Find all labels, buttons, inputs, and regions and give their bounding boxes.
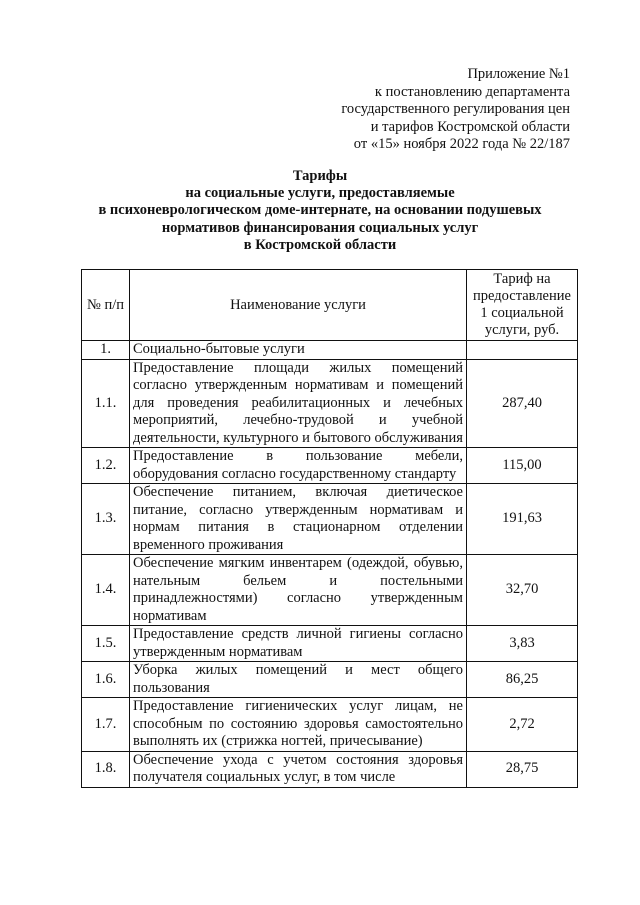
row-price: 2,72	[467, 698, 578, 752]
document-title	[60, 168, 580, 254]
row-price: 28,75	[467, 751, 578, 787]
title-line: в Костромской области	[243, 236, 397, 253]
table-row	[82, 555, 578, 626]
header-tariff: Тариф на предоставление 1 социальной услуги, руб.	[467, 270, 578, 341]
row-num: 1.6.	[82, 662, 130, 698]
row-num: 1.8.	[82, 751, 130, 787]
appendix-line: и тарифов Костромской области	[370, 118, 570, 135]
table-row	[82, 359, 578, 448]
appendix-block	[270, 66, 570, 154]
row-price: 115,00	[467, 448, 578, 484]
appendix-line: от «15» ноября 2022 года № 22/187	[353, 136, 570, 152]
title-line: на социальные услуги, предоставляемые	[185, 185, 455, 202]
table-row	[82, 751, 578, 787]
row-num: 1.3.	[82, 484, 130, 555]
table-header-row	[82, 270, 578, 341]
row-num: 1.1.	[82, 359, 130, 448]
row-name: Предоставление гигиенических услуг лицам, не способным по состоянию здоровья самостоятельно выполнять их (стрижка ногтей, причесывание)	[130, 698, 467, 752]
header-name: Наименование услуги	[130, 270, 467, 341]
row-num: 1.4.	[82, 555, 130, 626]
table-row	[82, 698, 578, 752]
section-name: Социально-бытовые услуги	[130, 341, 467, 360]
section-num: 1.	[82, 341, 130, 360]
row-price: 287,40	[467, 359, 578, 448]
appendix-line: Приложение №1	[467, 66, 570, 82]
row-num: 1.7.	[82, 698, 130, 752]
row-name: Обеспечение мягким инвентарем (одеждой, обувью, нательным бельем и постельными принадлежностями) согласно утвержденным нормативам	[130, 555, 467, 626]
table-row	[82, 448, 578, 484]
table-row	[82, 662, 578, 698]
appendix-line: государственного регулирования цен	[341, 101, 570, 117]
row-name: Обеспечение питанием, включая диетическое питание, согласно утвержденным нормативам и нормам питания в стационарном отделении временного проживания	[130, 484, 467, 555]
appendix-line: к постановлению департамента	[374, 83, 570, 100]
tariff-table	[81, 269, 578, 788]
row-name: Обеспечение ухода с учетом состояния здоровья получателя социальных услуг, в том числе	[130, 751, 467, 787]
row-price: 32,70	[467, 555, 578, 626]
row-num: 1.5.	[82, 626, 130, 662]
table-row	[82, 484, 578, 555]
row-name: Предоставление средств личной гигиены согласно утвержденным нормативам	[130, 626, 467, 662]
row-name: Уборка жилых помещений и мест общего пользования	[130, 662, 467, 698]
header-num: № п/п	[82, 270, 130, 341]
title-line: Тарифы	[292, 168, 348, 184]
row-price: 86,25	[467, 662, 578, 698]
row-num: 1.2.	[82, 448, 130, 484]
row-name: Предоставление в пользование мебели, оборудования согласно государственному стандарту	[130, 448, 467, 484]
row-price: 3,83	[467, 626, 578, 662]
section-row	[82, 341, 578, 360]
row-price: 191,63	[467, 484, 578, 555]
row-name: Предоставление площади жилых помещений согласно утвержденным нормативам и помещений для проведения реабилитационных и лечебных мероприятий, лечебно-трудовой и учебной деятельности, культурного и бытового обслуживания	[130, 359, 467, 448]
table-row	[82, 626, 578, 662]
section-price	[467, 341, 578, 360]
title-line: нормативов финансирования социальных услуг	[161, 219, 479, 236]
title-line: в психоневрологическом доме-интернате, на основании подушевых	[98, 202, 542, 219]
